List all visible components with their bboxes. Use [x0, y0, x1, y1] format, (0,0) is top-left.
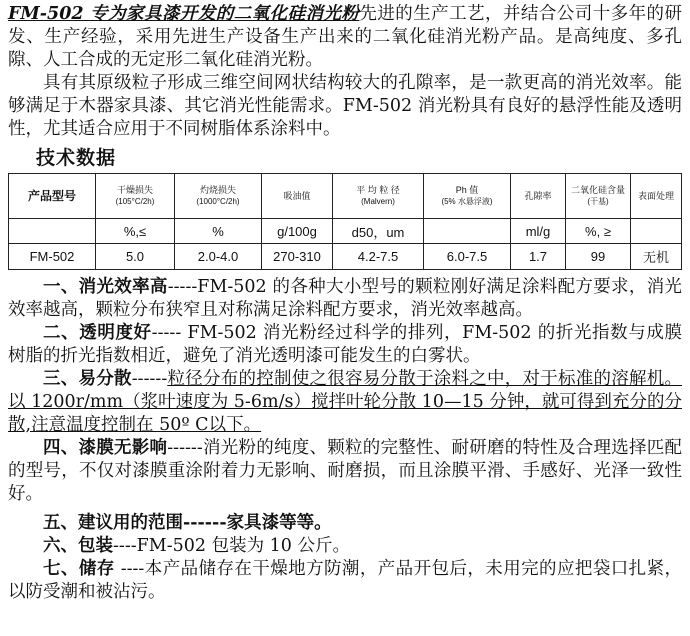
- table-cell: g/100g: [262, 219, 333, 244]
- table-cell: 5.0: [96, 244, 175, 270]
- section-transparency: 二、透明度好----- FM-502 消光粉经过科学的排列，FM-502 的折光指数与成膜树脂的折光指数相近，避免了消光透明漆可能发生的白雾状。: [8, 323, 682, 366]
- table-cell: 4.2-7.5: [333, 244, 424, 270]
- table-cell: [424, 219, 511, 244]
- product-title: FM-502 专为家具漆开发的二氧化硅消光粉: [8, 4, 360, 24]
- table-cell: %: [175, 219, 262, 244]
- table-cell: 6.0-7.5: [424, 244, 511, 270]
- header-ignition-loss: 灼烧损失 (1000°C/2h): [175, 174, 262, 219]
- table-cell: 无机: [631, 244, 682, 270]
- tech-data-heading: 技术数据: [36, 147, 117, 169]
- header-model: 产品型号: [9, 174, 96, 219]
- header-particle-size: 平 均 粒 径 (Malvern): [333, 174, 424, 219]
- header-drying-loss: 干燥损失 (105°C/2h): [96, 174, 175, 219]
- table-cell: 270-310: [262, 244, 333, 270]
- intro-text: 先进的生产工艺，并结合公司十多年的研发、生产经验，采用先进生产设备生产出来的二氧化硅消光粉产品。是高纯度、多孔隙、人工合成的无定形二氧化硅消光粉。: [8, 4, 683, 70]
- section-matting-efficiency: 一、消光效率高-----FM-502 的各种大小型号的颗粒刚好满足涂料配方要求，消光效率越高，颗粒分布狭窄且对称满足涂料配方要求，消光效率越高。: [8, 277, 683, 320]
- table-row: [9, 244, 682, 270]
- header-oil-absorption: 吸油值: [262, 174, 333, 219]
- table-cell: 99: [566, 244, 631, 270]
- section-application-range: 五、建议用的范围------家具漆等等。: [43, 513, 332, 533]
- section-packaging: 六、包装----FM-502 包装为 10 公斤。: [43, 536, 350, 556]
- header-surface-treatment: 表面处理: [631, 174, 682, 219]
- header-ph: Ph 值 (5% 水悬浮液): [424, 174, 511, 219]
- table-header-row: [9, 174, 682, 219]
- tech-data-table: [8, 173, 682, 270]
- table-cell: %,≤: [96, 219, 175, 244]
- table-cell: 2.0-4.0: [175, 244, 262, 270]
- header-silica-content: 二氧化硅含量 (干基): [566, 174, 631, 219]
- header-porosity: 孔隙率: [511, 174, 566, 219]
- section-storage: 七、储存 ----本产品储存在干燥地方防潮，产品开包后，未用完的应把袋口扎紧，以防受潮和被沾污。: [8, 559, 683, 602]
- table-cell: [9, 219, 96, 244]
- description-paragraph: 具有其原级粒子形成三维空间网状结构较大的孔隙率，是一款更高的消光效率。能够满足于木器家具漆、其它消光性能需求。FM-502 消光粉具有良好的悬浮性能及透明性，尤其适合应用于不同树脂体系涂料中。: [8, 73, 682, 139]
- table-cell: ml/g: [511, 219, 566, 244]
- section-dispersion: 三、易分散------粒径分布的控制使之很容易分散于涂料之中，对于标准的溶解机。以 1200r/mm（浆叶速度为 5-6m/s）搅拌叶轮分散 10—15 分钟，就可得到充分的分散,注意温度控制在 50º C以下。: [8, 369, 683, 435]
- table-cell: %, ≥: [566, 219, 631, 244]
- table-units-row: [9, 219, 682, 244]
- intro-paragraph: [8, 0, 682, 72]
- table-cell: 1.7: [511, 244, 566, 270]
- table-cell: FM-502: [9, 244, 96, 270]
- table-cell: [631, 219, 682, 244]
- section-film-effect: 四、漆膜无影响------消光粉的纯度、颗粒的完整性、耐研磨的特性及合理选择匹配的型号，不仅对漆膜重涂附着力无影响、耐磨损，而且涂膜平滑、手感好、光泽一致性好。: [8, 438, 683, 504]
- table-cell: d50，um: [333, 219, 424, 244]
